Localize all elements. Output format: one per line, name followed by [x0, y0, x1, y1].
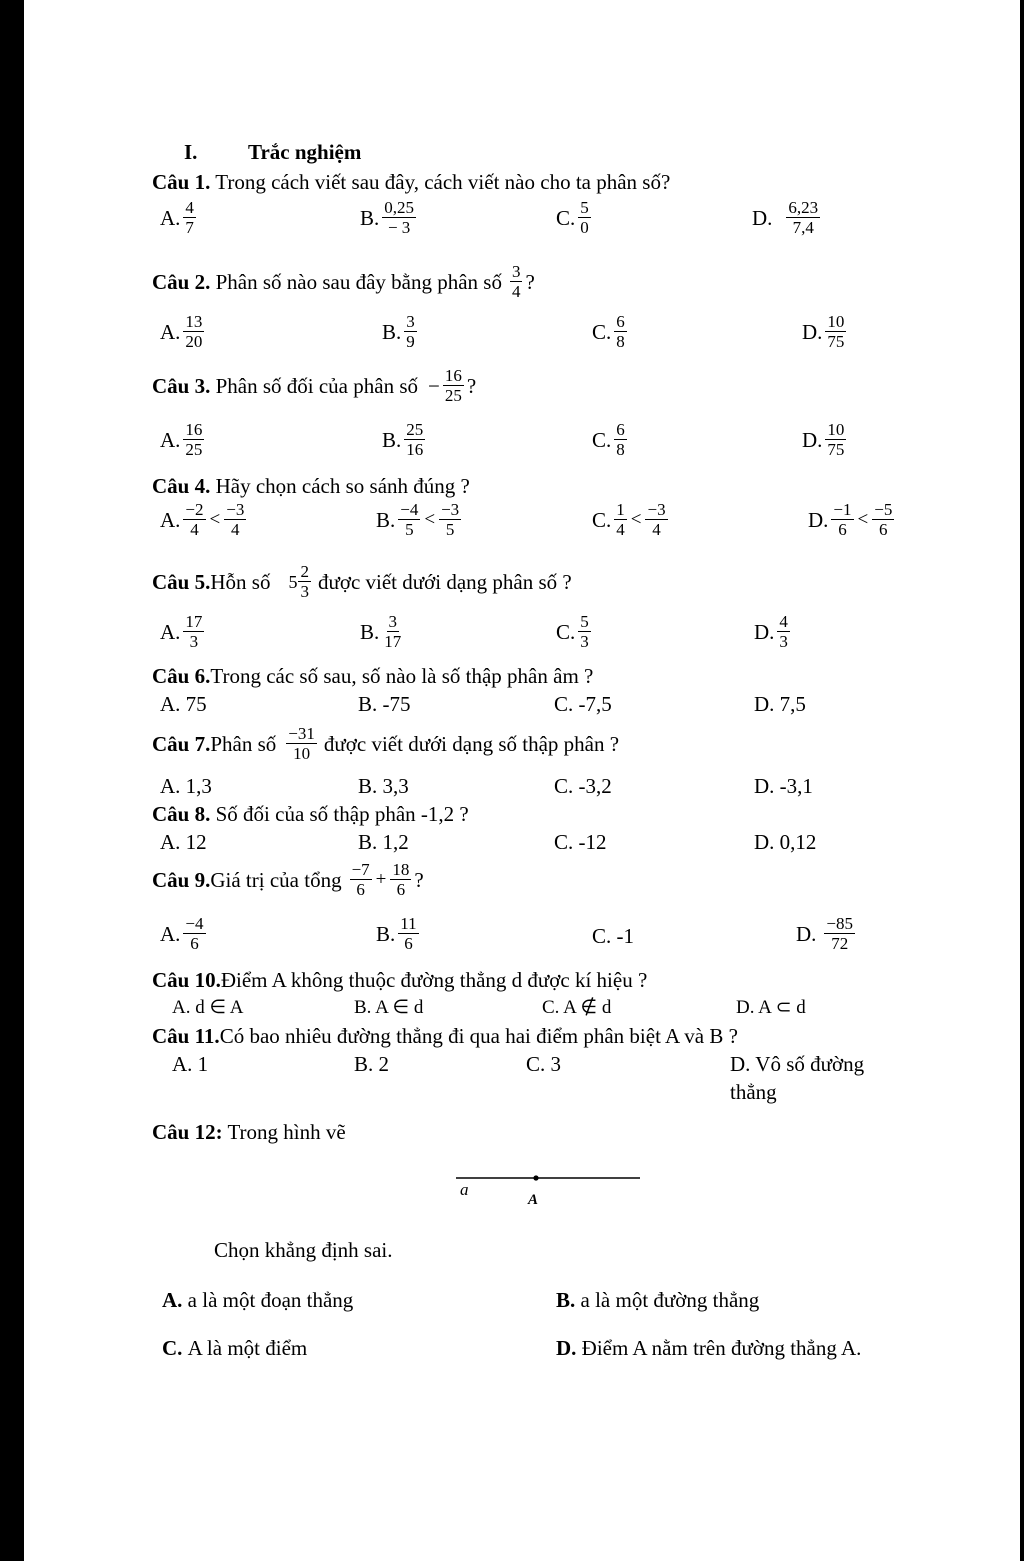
q3-option-b[interactable]: B. $\frac{25}{16}$ — [382, 420, 424, 459]
q12-option-a[interactable]: A. a là một đoạn thẳng — [162, 1288, 354, 1312]
fraction: $\frac{16}{25}$ — [185, 420, 203, 459]
fraction: $\frac{3}{4}$ — [511, 262, 521, 301]
q1-option-d[interactable]: D. $\frac{6,23}{7,4}$ — [752, 198, 819, 237]
exam-page — [24, 0, 1020, 1561]
q11-option-b[interactable]: B. 2 — [354, 1052, 390, 1076]
q12-option-c[interactable]: C. A là một điểm — [162, 1336, 308, 1360]
line-label: a — [460, 1180, 469, 1199]
fraction: $\frac{-1}{6}$ — [833, 500, 852, 539]
q2-option-d[interactable]: D. $\frac{10}{75}$ — [802, 312, 845, 351]
section-heading — [184, 140, 362, 164]
question-12: Câu 12: Trong hình vẽ — [152, 1120, 346, 1144]
line-diagram — [444, 1168, 654, 1212]
q3-option-c[interactable]: C. $\frac{6}{8}$ — [592, 420, 625, 459]
fraction: $\frac{18}{6}$ — [392, 860, 410, 899]
question-9: Câu 9. Giá trị của tổng $\frac{-7}{6}$ + $\frac{18}{6}$ ? — [152, 860, 424, 899]
q10-option-d[interactable]: D. A ⊂ d — [736, 997, 806, 1018]
q4-option-d[interactable]: D. $\frac{-1}{6}$ < $\frac{-5}{6}$ — [808, 500, 893, 539]
q4-option-b[interactable]: B. $\frac{-4}{5}$ < $\frac{-3}{5}$ — [376, 500, 460, 539]
q2-option-b[interactable]: B. $\frac{3}{9}$ — [382, 312, 415, 351]
point-label: A — [528, 1192, 539, 1208]
question-8: Câu 8. Số đối của số thập phân -1,2 ? — [152, 802, 469, 826]
q5-option-c[interactable]: C. $\frac{5}{3}$ — [556, 612, 589, 651]
q2-option-a[interactable]: A. $\frac{13}{20}$ — [160, 312, 203, 351]
less-than: < — [857, 508, 869, 530]
q9-option-a[interactable]: A. $\frac{-4}{6}$ — [160, 914, 204, 953]
question-text: Trong cách viết sau đây, cách viết nào cho ta phân số? — [215, 170, 671, 194]
q10-option-c[interactable]: C. A ∉ d — [542, 997, 612, 1018]
fraction: $\frac{6}{8}$ — [616, 420, 625, 459]
point-a — [533, 1175, 538, 1180]
section-number: I. — [184, 140, 198, 164]
q8-option-b[interactable]: B. 1,2 — [358, 830, 409, 854]
fraction: $\frac{-3}{4}$ — [226, 500, 245, 539]
q5-option-d[interactable]: D. $\frac{4}{3}$ — [754, 612, 788, 651]
q9-option-c[interactable]: C. -1 — [592, 924, 634, 948]
plus-sign: + — [375, 868, 387, 890]
fraction: $\frac{5}{0}$ — [580, 198, 589, 237]
fraction: $\frac{-3}{4}$ — [647, 500, 666, 539]
q9-option-b[interactable]: B. $\frac{11}{6}$ — [376, 914, 417, 953]
fraction: $\frac{-31}{10}$ — [288, 724, 315, 763]
q4-option-a[interactable]: A. $\frac{-2}{4}$ < $\frac{-3}{4}$ — [160, 500, 245, 539]
q10-option-a[interactable]: A. d ∈ A — [172, 997, 244, 1018]
q6-option-d[interactable]: D. 7,5 — [754, 692, 806, 716]
q11-option-d[interactable]: D. Vô số đường — [730, 1052, 865, 1076]
q9-option-d[interactable]: D. $\frac{-85}{72}$ — [796, 914, 854, 953]
q11-option-c[interactable]: C. 3 — [526, 1052, 562, 1076]
q7-option-b[interactable]: B. 3,3 — [358, 774, 409, 798]
question-5: Câu 5. Hỗn số 5 $\frac{2}{3}$ được viết dưới dạng phân số ? — [152, 562, 572, 601]
fraction: $\frac{-5}{6}$ — [874, 500, 893, 539]
q11-option-d-continuation: thẳng — [730, 1080, 777, 1104]
q7-option-d[interactable]: D. -3,1 — [754, 774, 813, 798]
fraction: $\frac{-4}{6}$ — [185, 914, 204, 953]
fraction: $\frac{5}{3}$ — [580, 612, 589, 651]
fraction: $\frac{16}{25}$ — [444, 366, 462, 405]
fraction: $\frac{6}{8}$ — [616, 312, 625, 351]
q7-option-a[interactable]: A. 1,3 — [160, 774, 212, 798]
q1-option-b[interactable]: B. $\frac{0,25}{- 3}$ — [360, 198, 415, 237]
q5-option-b[interactable]: B. $\frac{3}{17}$ — [360, 612, 402, 651]
fraction: $\frac{13}{20}$ — [185, 312, 203, 351]
question-7: Câu 7. Phân số $\frac{-31}{10}$ được viết dưới dạng số thập phân ? — [152, 724, 620, 763]
less-than: < — [424, 508, 436, 530]
q7-option-c[interactable]: C. -3,2 — [554, 774, 612, 798]
question-3: Câu 3. Phân số đối của phân số − $\frac{16}{25}$ ? — [152, 366, 477, 405]
less-than: < — [209, 508, 221, 530]
fraction: $\frac{11}{6}$ — [400, 914, 417, 953]
q1-option-c[interactable]: C. $\frac{5}{0}$ — [556, 198, 589, 237]
fraction: $\frac{17}{3}$ — [185, 612, 203, 651]
q3-option-d[interactable]: D. $\frac{10}{75}$ — [802, 420, 845, 459]
q6-option-c[interactable]: C. -7,5 — [554, 692, 612, 716]
fraction: $\frac{4}{3}$ — [779, 612, 788, 651]
q8-option-c[interactable]: C. -12 — [554, 830, 607, 854]
q5-option-a[interactable]: A. $\frac{17}{3}$ — [160, 612, 203, 651]
fraction: $\frac{6,23}{7,4}$ — [788, 198, 819, 237]
fraction: $\frac{25}{16}$ — [406, 420, 424, 459]
fraction: $\frac{-85}{72}$ — [826, 914, 854, 953]
fraction: $\frac{-7}{6}$ — [351, 860, 370, 899]
q6-option-b[interactable]: B. -75 — [358, 692, 411, 716]
question-2: Câu 2. Phân số nào sau đây bằng phân số $\frac{3}{4}$ ? — [152, 262, 535, 301]
fraction: $\frac{0,25}{- 3}$ — [384, 198, 415, 237]
question-6: Câu 6.Trong các số sau, số nào là số thập phân âm ? — [152, 664, 594, 688]
fraction: $\frac{3}{17}$ — [384, 612, 402, 651]
less-than: < — [630, 508, 642, 530]
section-title: Trắc nghiệm — [248, 140, 362, 164]
fraction: $\frac{-2}{4}$ — [185, 500, 204, 539]
mixed-number: 5 $\frac{2}{3}$ — [288, 562, 309, 601]
fraction: $\frac{10}{75}$ — [827, 312, 845, 351]
question-label: Câu 1. — [152, 170, 211, 194]
fraction: $\frac{-3}{5}$ — [441, 500, 460, 539]
q8-option-a[interactable]: A. 12 — [160, 830, 207, 854]
fraction: $\frac{3}{9}$ — [406, 312, 415, 351]
fraction: $\frac{-4}{5}$ — [400, 500, 419, 539]
q4-option-c[interactable]: C. $\frac{1}{4}$ < $\frac{-3}{4}$ — [592, 500, 666, 539]
question-1 — [152, 170, 670, 194]
fraction: $\frac{10}{75}$ — [827, 420, 845, 459]
q6-option-a[interactable]: A. 75 — [160, 692, 207, 716]
q1-option-a[interactable]: A. $\frac{4}{7}$ — [160, 198, 194, 237]
question-4: Câu 4. Hãy chọn cách so sánh đúng ? — [152, 474, 470, 498]
q12-prompt: Chọn khẳng định sai. — [214, 1238, 393, 1262]
fraction: $\frac{1}{4}$ — [616, 500, 625, 539]
q8-option-d[interactable]: D. 0,12 — [754, 830, 817, 854]
q12-option-d[interactable]: D. Điểm A nằm trên đường thẳng A. — [556, 1336, 862, 1360]
question-11: Câu 11.Có bao nhiêu đường thẳng đi qua hai điểm phân biệt A và B ? — [152, 1024, 738, 1048]
q2-option-c[interactable]: C. $\frac{6}{8}$ — [592, 312, 625, 351]
question-10: Câu 10.Điểm A không thuộc đường thẳng d được kí hiệu ? — [152, 968, 648, 992]
q10-option-b[interactable]: B. A ∈ d — [354, 997, 424, 1018]
q11-option-a[interactable]: A. 1 — [172, 1052, 209, 1076]
fraction: $\frac{4}{7}$ — [185, 198, 194, 237]
q3-option-a[interactable]: A. $\frac{16}{25}$ — [160, 420, 203, 459]
q12-option-b[interactable]: B. a là một đường thẳng — [556, 1288, 760, 1312]
